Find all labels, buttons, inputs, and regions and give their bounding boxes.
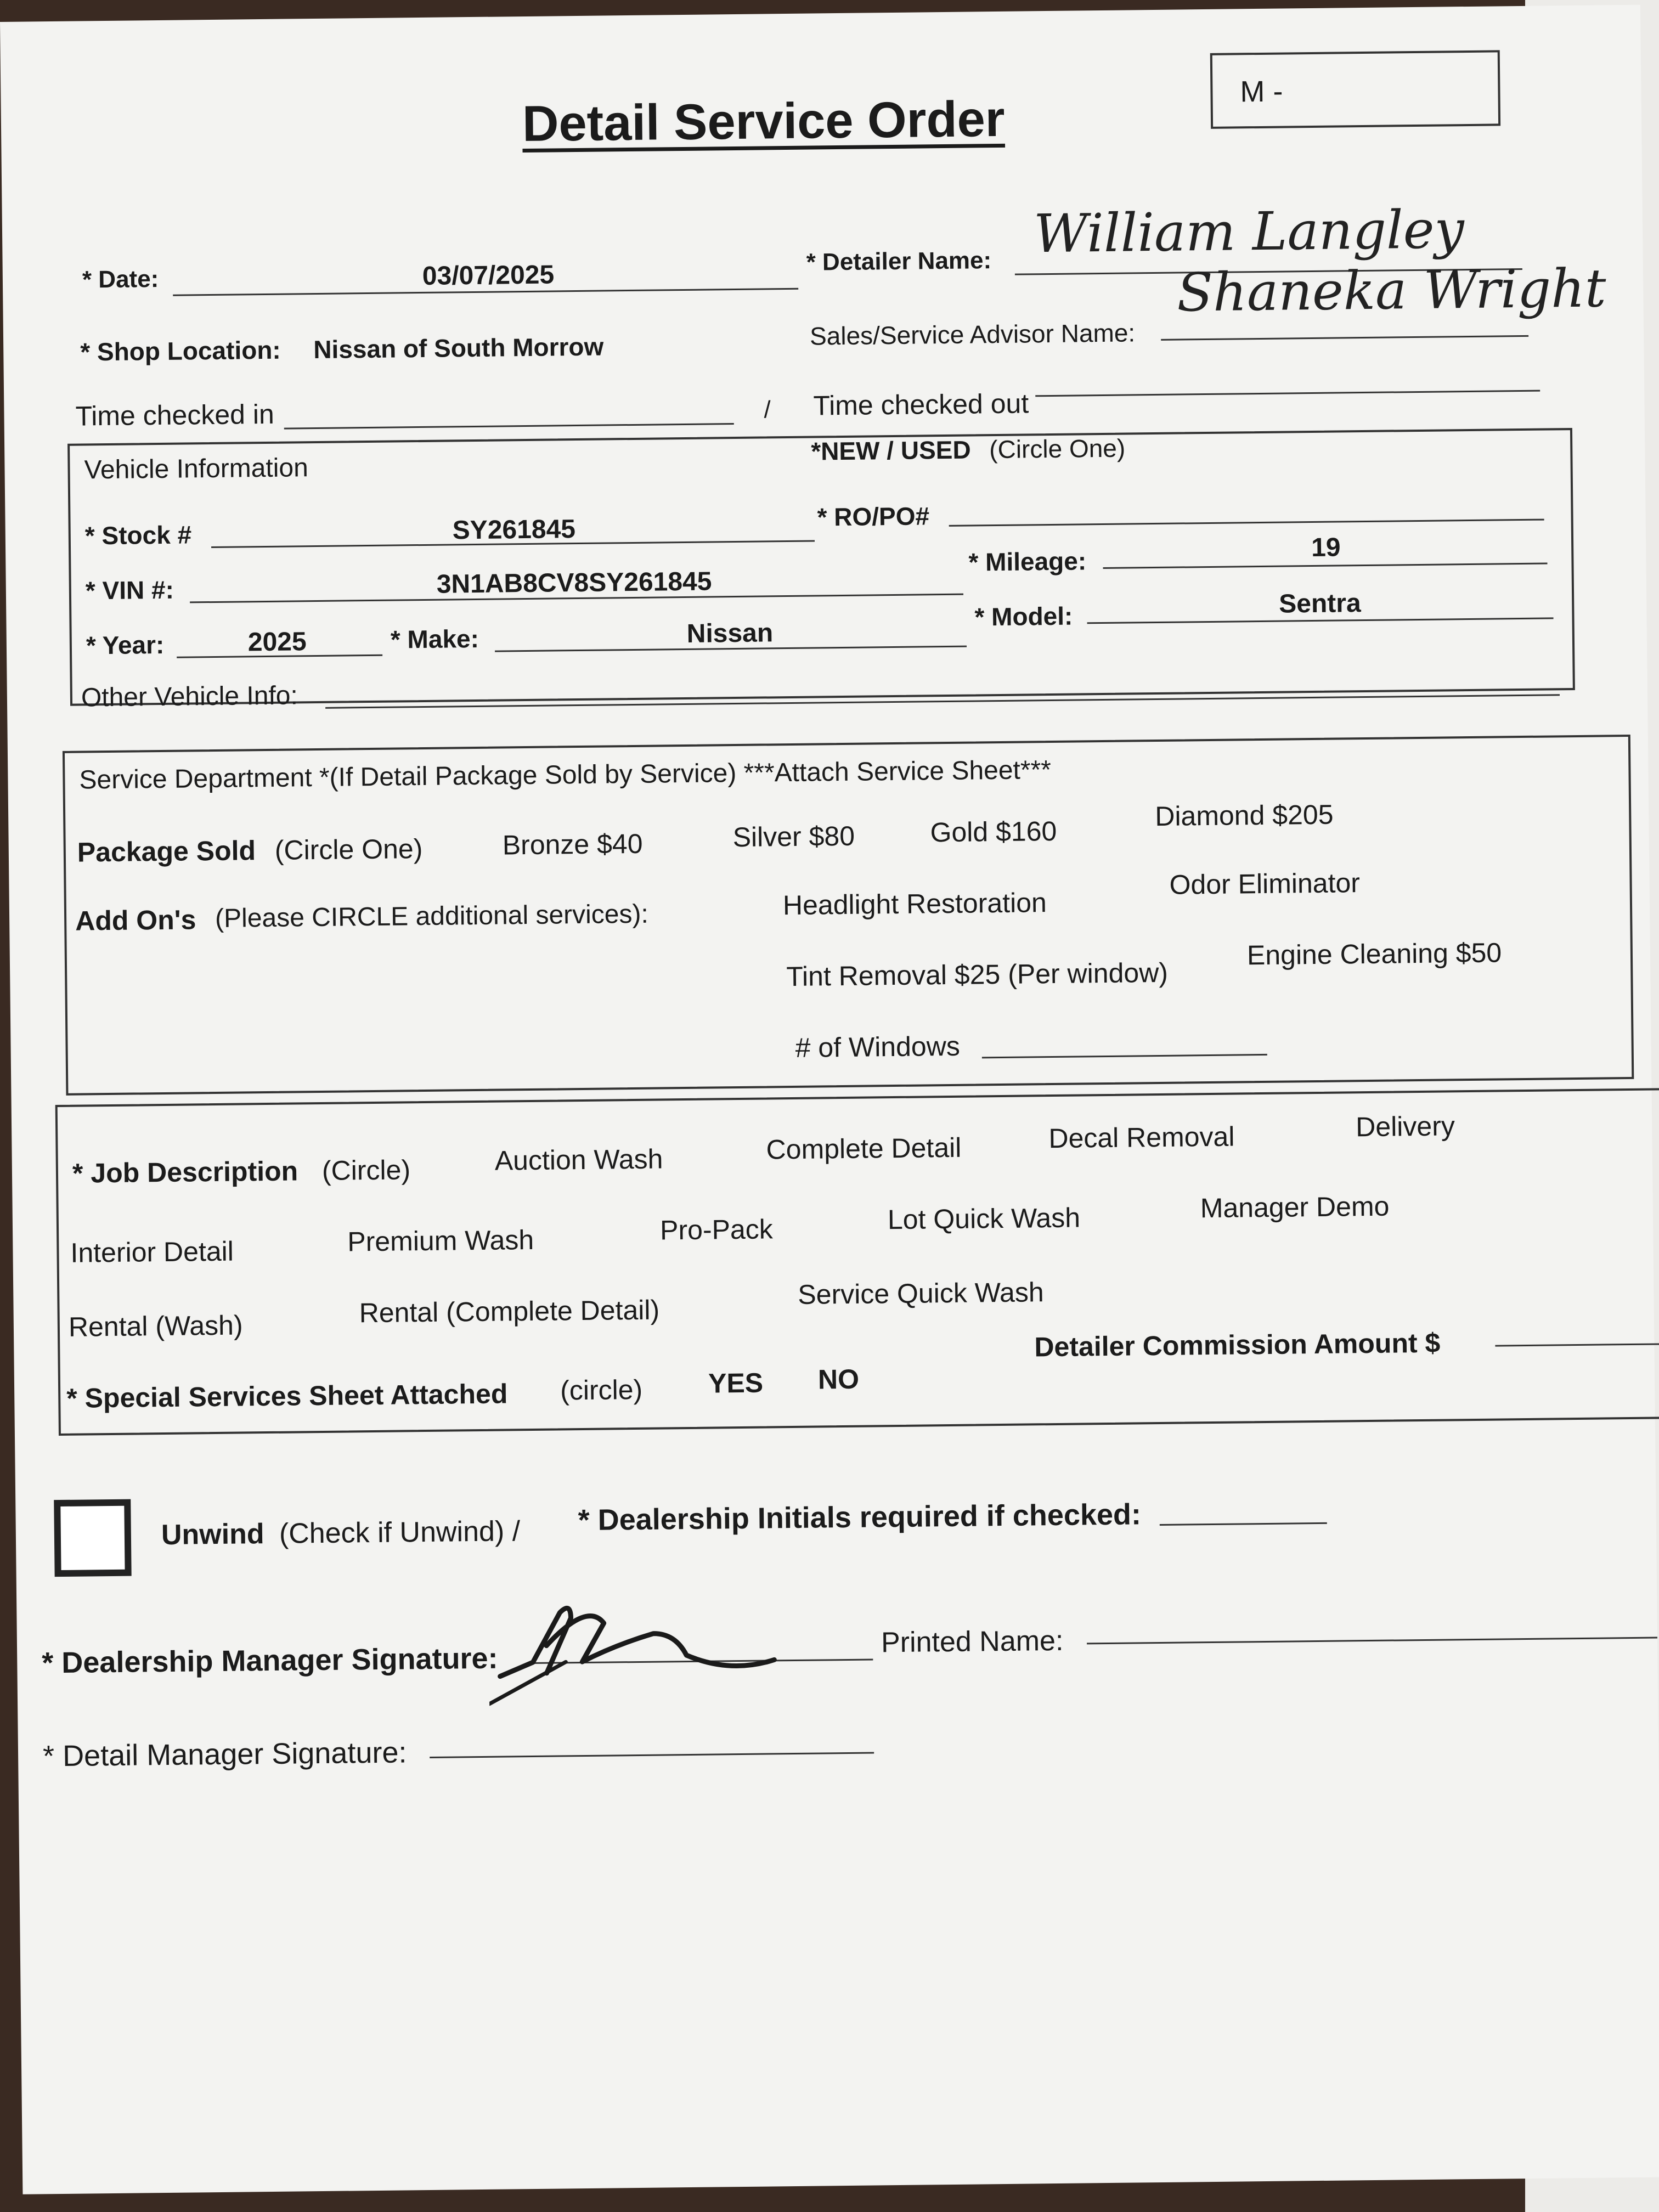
page-title: Detail Service Order: [522, 91, 1006, 153]
vehicle-info-label: Vehicle Information: [84, 453, 309, 485]
service-department-header: Service Department *(If Detail Package Sold by Service) ***Attach Service Sheet***: [79, 755, 1052, 795]
special-services-label: * Special Services Sheet Attached: [66, 1378, 508, 1414]
advisor-label: Sales/Service Advisor Name:: [809, 318, 1136, 351]
job-service-quick-wash[interactable]: Service Quick Wash: [798, 1277, 1044, 1310]
stock-value: SY261845: [452, 515, 576, 545]
job-rental-wash[interactable]: Rental (Wash): [68, 1310, 243, 1342]
job-pro-pack[interactable]: Pro-Pack: [659, 1214, 774, 1246]
job-rental-complete-detail[interactable]: Rental (Complete Detail): [359, 1294, 660, 1329]
addon-headlight-restoration[interactable]: Headlight Restoration: [782, 887, 1047, 921]
vin-value: 3N1AB8CV8SY261845: [436, 567, 712, 599]
dealership-manager-signature-label: * Dealership Manager Signature:: [42, 1641, 498, 1680]
detail-manager-signature-line[interactable]: [430, 1752, 874, 1758]
job-lot-quick-wash[interactable]: Lot Quick Wash: [887, 1202, 1081, 1235]
shop-location-label: * Shop Location:: [80, 335, 281, 366]
stock-label: * Stock #: [84, 520, 192, 550]
time-separator: /: [764, 396, 771, 424]
advisor-line[interactable]: [1161, 335, 1528, 341]
package-bronze[interactable]: Bronze $40: [502, 828, 643, 861]
package-sold-hint: (Circle One): [274, 833, 423, 866]
dealership-initials-label: * Dealership Initials required if checked:: [578, 1498, 1142, 1537]
unwind-label: Unwind: [161, 1518, 264, 1551]
special-services-no[interactable]: NO: [817, 1363, 860, 1395]
job-decal-removal[interactable]: Decal Removal: [1048, 1121, 1235, 1154]
detailer-name-handwritten: William Langley: [1033, 199, 1465, 265]
job-description-label: * Job Description: [72, 1155, 298, 1189]
unwind-checkbox[interactable]: [54, 1499, 131, 1577]
make-label: * Make:: [390, 624, 479, 654]
time-out-label: Time checked out: [813, 388, 1029, 421]
year-value: 2025: [247, 627, 307, 657]
time-in-line[interactable]: [284, 423, 734, 430]
detail-manager-signature-label: * Detail Manager Signature:: [42, 1736, 407, 1773]
mileage-value: 19: [1311, 533, 1341, 563]
printed-name-line[interactable]: [1087, 1637, 1657, 1645]
package-diamond[interactable]: Diamond $205: [1154, 799, 1334, 832]
package-silver[interactable]: Silver $80: [732, 820, 855, 853]
add-ons-hint: (Please CIRCLE additional services):: [215, 899, 649, 933]
ro-po-label: * RO/PO#: [817, 501, 930, 532]
job-interior-detail[interactable]: Interior Detail: [70, 1235, 234, 1268]
order-number-prefix: M -: [1240, 75, 1283, 109]
addon-odor-eliminator[interactable]: Odor Eliminator: [1169, 867, 1361, 900]
printed-name-label: Printed Name:: [881, 1624, 1064, 1659]
windows-count-label: # of Windows: [795, 1030, 961, 1063]
new-used-label[interactable]: *NEW / USED: [811, 435, 971, 466]
special-services-yes[interactable]: YES: [708, 1367, 764, 1399]
time-out-line[interactable]: [1035, 390, 1540, 397]
date-label: * Date:: [82, 265, 159, 294]
time-in-label: Time checked in: [75, 398, 274, 432]
unwind-hint: (Check if Unwind) /: [279, 1515, 521, 1550]
order-number-box[interactable]: [1210, 50, 1500, 129]
manager-signature-scribble: [488, 1577, 797, 1707]
add-ons-label: Add On's: [75, 904, 196, 936]
commission-label: Detailer Commission Amount $: [1034, 1327, 1441, 1363]
job-description-hint: (Circle): [321, 1154, 411, 1186]
advisor-name-handwritten: Shaneka Wright: [1176, 257, 1607, 324]
package-gold[interactable]: Gold $160: [930, 815, 1057, 848]
other-vehicle-info-label: Other Vehicle Info:: [81, 681, 298, 713]
package-sold-label: Package Sold: [77, 835, 256, 868]
job-delivery[interactable]: Delivery: [1355, 1110, 1455, 1143]
job-premium-wash[interactable]: Premium Wash: [347, 1224, 534, 1257]
make-value: Nissan: [686, 618, 774, 648]
vin-label: * VIN #:: [85, 575, 174, 605]
job-manager-demo[interactable]: Manager Demo: [1200, 1190, 1390, 1224]
model-value: Sentra: [1278, 589, 1361, 619]
dealership-initials-line[interactable]: [1160, 1522, 1327, 1526]
new-used-hint: (Circle One): [989, 433, 1126, 464]
model-label: * Model:: [974, 601, 1073, 631]
special-services-hint: (circle): [560, 1374, 643, 1406]
detailer-name-label: * Detailer Name:: [806, 247, 992, 276]
addon-engine-cleaning[interactable]: Engine Cleaning $50: [1246, 937, 1502, 971]
service-order-sheet: [0, 5, 1659, 2194]
mileage-label: * Mileage:: [968, 546, 1087, 577]
shop-location-value: Nissan of South Morrow: [313, 332, 604, 364]
job-complete-detail[interactable]: Complete Detail: [766, 1132, 962, 1165]
addon-tint-removal[interactable]: Tint Removal $25 (Per window): [786, 957, 1169, 992]
job-auction-wash[interactable]: Auction Wash: [494, 1143, 663, 1176]
date-value: 03/07/2025: [422, 260, 555, 291]
year-label: * Year:: [86, 630, 165, 660]
